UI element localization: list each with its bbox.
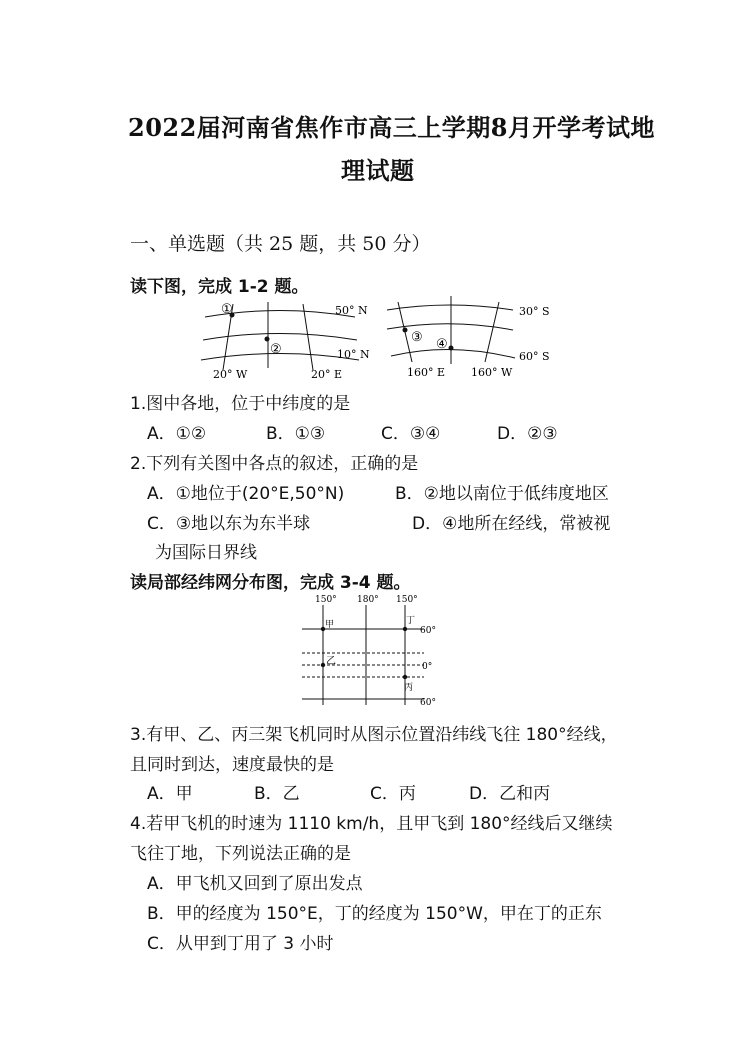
left-lat-bottom-label: 10° N [337,348,370,361]
question-4-stem-line2: 飞往丁地，下列说法正确的是 [130,844,351,864]
left-lat-top-label: 50° N [335,304,368,317]
point-3-label: ③ [411,330,423,345]
point-jia-label: 甲 [325,620,335,630]
q1-option-b[interactable]: B．①③ [266,424,326,444]
intro-3-4: 读局部经纬网分布图，完成 3-4 题。 [130,573,411,593]
graticule-figure-2 [296,591,446,709]
question-2-stem: 2.下列有关图中各点的叙述，正确的是 [130,454,419,474]
lat-label-top: 60° [420,626,436,636]
right-lat-bottom-label: 60° S [519,350,550,363]
question-4-stem-line1: 4.若甲飞机的时速为 1110 km/h，且甲飞到 180°经线后又继续 [130,814,613,834]
q1-option-a[interactable]: A．①② [147,424,207,444]
lat-label-bottom: 60° [420,698,436,708]
section-heading: 一、单选题（共 25 题，共 50 分） [130,233,431,255]
question-1-stem: 1.图中各地，位于中纬度的是 [130,394,351,414]
q2-option-d[interactable]: D．④地所在经线，常被视 [412,514,611,534]
graticule-figure-1 [195,296,565,382]
q2-option-a[interactable]: A．①地位于(20°E,50°N) [147,484,345,504]
q3-option-d[interactable]: D．乙和丙 [469,784,551,804]
point-bing-dot [403,675,407,679]
q1-option-c[interactable]: C．③④ [381,424,441,444]
point-2-label: ② [270,342,282,357]
point-bing-label: 丙 [404,683,414,693]
q4-option-a[interactable]: A．甲飞机又回到了原出发点 [147,874,363,894]
lat-label-middle: 0° [422,662,433,672]
point-ding-dot [403,627,407,631]
lon-label-left: 150° [315,595,337,605]
point-4-dot [449,346,454,351]
lon-label-center: 180° [357,595,379,605]
q4-option-c[interactable]: C．从甲到丁用了 3 小时 [147,934,334,954]
q1-option-d[interactable]: D．②③ [497,424,558,444]
q2-option-c[interactable]: C．③地以东为东半球 [147,514,311,534]
q3-option-c[interactable]: C．丙 [370,784,416,804]
q3-option-a[interactable]: A．甲 [147,784,193,804]
q2-option-b[interactable]: B．②地以南位于低纬度地区 [395,484,609,504]
point-yi-label: 乙 [326,656,336,667]
left-lon-right-label: 20° E [311,368,343,381]
point-4-label: ④ [436,337,448,352]
right-lon-right-label: 160° W [471,366,513,379]
point-yi-dot [321,663,325,667]
left-lon-left-label: 20° W [213,368,248,381]
question-3-stem-line1: 3.有甲、乙、丙三架飞机同时从图示位置沿纬线飞往 180°经线， [130,725,618,745]
point-1-label: ① [221,302,233,317]
lat-line [203,334,357,341]
point-2-dot [265,337,270,342]
point-ding-label: 丁 [406,616,416,626]
q4-option-b[interactable]: B．甲的经度为 150°E，丁的经度为 150°W，甲在丁的正东 [147,904,602,924]
point-3-dot [403,328,408,333]
right-lat-top-label: 30° S [519,305,550,318]
lon-label-right: 150° [396,595,418,605]
right-lon-left-label: 160° E [407,366,446,379]
intro-1-2: 读下图，完成 1-2 题。 [130,277,309,297]
q2-option-d-continued: 为国际日界线 [155,543,257,563]
question-3-stem-line2: 且同时到达，速度最快的是 [130,755,334,775]
page-title-line1: 2022届河南省焦作市高三上学期8月开学考试地 [128,113,655,142]
page-title-line2: 理试题 [341,156,415,185]
q3-option-b[interactable]: B．乙 [254,784,300,804]
